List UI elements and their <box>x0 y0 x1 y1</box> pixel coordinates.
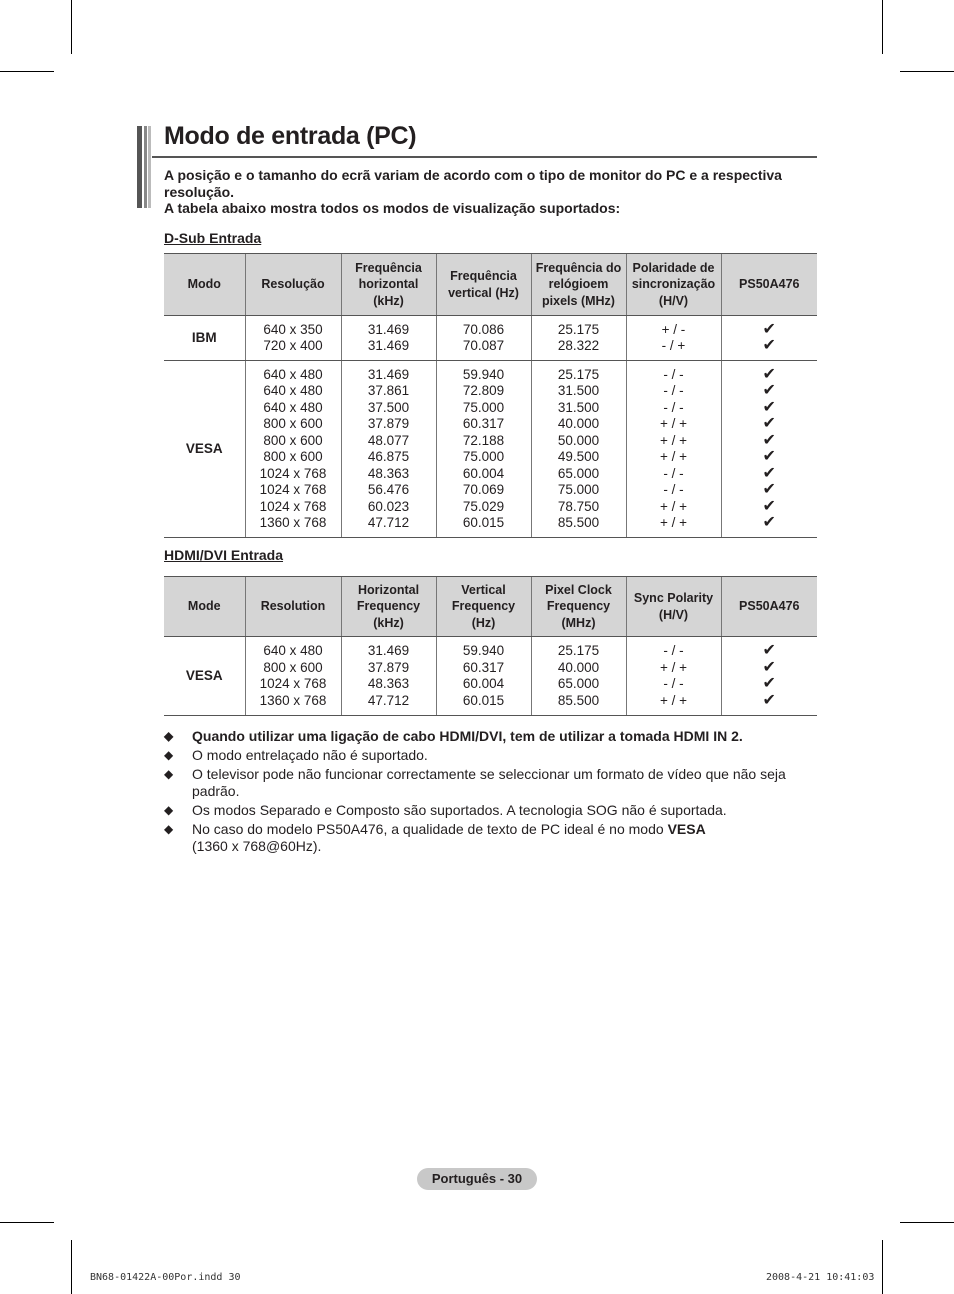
vfreq-value: 60.015 <box>462 692 505 708</box>
checkmark-icon: ✔ <box>762 382 776 399</box>
column-header: PS50A476 <box>721 254 817 316</box>
note-text: Os modos Separado e Composto são suportados. A tecnologia SOG não é suportada. <box>192 802 727 818</box>
resolution-value: 800 x 600 <box>263 659 323 675</box>
vfreq-value: 60.317 <box>462 416 505 431</box>
column-header: PS50A476 <box>721 577 817 637</box>
mode-cell: VESA <box>164 637 245 716</box>
checkmark-icon: ✔ <box>762 497 776 515</box>
page-number-badge: Português - 30 <box>417 1168 537 1190</box>
resolution-value: 1360 x 768 <box>259 692 327 708</box>
resolution-value: 1024 x 768 <box>259 498 327 514</box>
print-slug-right: 2008-4-21 10:41:03 <box>766 1272 875 1283</box>
hfreq-value: 31.469 <box>367 366 410 382</box>
column-header: Frequência do relógioem pixels (MHz) <box>531 254 626 316</box>
column-header: Resolution <box>245 577 341 637</box>
checkmark-icon: ✔ <box>762 415 776 432</box>
hfreq-value: 60.023 <box>367 498 410 514</box>
polarity-value: + / + <box>659 659 688 675</box>
column-header: Mode <box>164 577 245 637</box>
vfreq-value: 60.004 <box>462 465 505 481</box>
pixclk-cell <box>531 637 626 716</box>
pixclk-value: 28.322 <box>557 338 600 353</box>
polarity-value: - / - <box>663 366 684 382</box>
mode-cell: VESA <box>164 361 245 538</box>
column-header: Frequência vertical (Hz) <box>436 254 531 316</box>
resolution-value: 800 x 600 <box>263 449 323 464</box>
note-item <box>164 821 819 855</box>
polarity-cell <box>626 637 721 716</box>
resolution-value: 640 x 480 <box>263 366 323 382</box>
supported-cell <box>721 361 817 538</box>
pixclk-cell <box>531 361 626 538</box>
vfreq-value: 75.000 <box>462 399 505 415</box>
diamond-bullet-icon: ◆ <box>164 767 174 781</box>
vfreq-value: 60.015 <box>462 515 505 530</box>
diamond-bullet-icon: ◆ <box>164 822 174 836</box>
polarity-value: - / + <box>661 338 686 353</box>
polarity-value: + / + <box>659 449 688 464</box>
crop-mark <box>900 71 954 72</box>
checkmark-icon: ✔ <box>762 675 776 692</box>
resolution-value: 640 x 480 <box>263 643 323 658</box>
vfreq-cell <box>436 316 531 361</box>
vfreq-cell <box>436 361 531 538</box>
diamond-bullet-icon: ◆ <box>164 729 174 743</box>
table-row <box>164 637 817 716</box>
hfreq-value: 48.077 <box>367 432 410 448</box>
polarity-value: - / - <box>663 383 684 398</box>
supported-cell <box>721 316 817 361</box>
resolution-cell <box>245 361 341 538</box>
vfreq-value: 60.317 <box>462 659 505 675</box>
crop-mark <box>0 1222 54 1223</box>
note-item <box>164 802 819 819</box>
hfreq-value: 48.363 <box>367 676 410 691</box>
note-text-bold: VESA <box>667 821 706 837</box>
crop-mark <box>0 71 54 72</box>
table-row <box>164 316 817 361</box>
pixclk-value: 31.500 <box>557 383 600 398</box>
note-text: (1360 x 768@60Hz). <box>192 838 322 854</box>
resolution-value: 1360 x 768 <box>259 515 327 530</box>
diamond-bullet-icon: ◆ <box>164 803 174 817</box>
vfreq-value: 75.000 <box>462 449 505 464</box>
vfreq-value: 59.940 <box>462 643 505 658</box>
dsub-section-label: D-Sub Entrada <box>164 230 262 246</box>
column-header: Polaridade de sincronização (H/V) <box>626 254 721 316</box>
vfreq-value: 60.004 <box>462 676 505 691</box>
hfreq-cell <box>341 637 436 716</box>
column-header: Sync Polarity (H/V) <box>626 577 721 637</box>
hfreq-value: 31.469 <box>367 321 410 337</box>
hfreq-value: 47.712 <box>367 692 410 708</box>
hfreq-value: 31.469 <box>367 643 410 658</box>
pixclk-value: 31.500 <box>557 399 600 415</box>
note-item <box>164 766 819 800</box>
polarity-cell <box>626 316 721 361</box>
diamond-bullet-icon: ◆ <box>164 748 174 762</box>
checkmark-icon: ✔ <box>762 448 776 465</box>
checkmark-icon: ✔ <box>762 337 776 354</box>
dsub-mode-table <box>164 253 817 538</box>
note-text: O modo entrelaçado não é suportado. <box>192 747 428 763</box>
column-header: Horizontal Frequency (kHz) <box>341 577 436 637</box>
vfreq-value: 75.029 <box>462 498 505 514</box>
column-header: Pixel Clock Frequency (MHz) <box>531 577 626 637</box>
note-text: No caso do modelo PS50A476, a qualidade de texto de PC ideal é no modo <box>192 821 668 837</box>
pixclk-value: 85.500 <box>557 692 600 708</box>
note-text: Quando utilizar uma ligação de cabo HDMI/DVI, tem de utilizar a tomada HDMI IN 2. <box>192 728 743 744</box>
pixclk-value: 78.750 <box>557 498 600 514</box>
resolution-value: 720 x 400 <box>263 338 323 353</box>
resolution-value: 800 x 600 <box>263 416 323 431</box>
table-header-row <box>164 577 817 637</box>
intro-text <box>164 167 814 217</box>
notes-list <box>164 728 819 857</box>
polarity-value: + / + <box>659 692 688 708</box>
polarity-value: + / + <box>659 432 688 448</box>
table-header-row <box>164 254 817 316</box>
resolution-value: 1024 x 768 <box>259 676 327 691</box>
checkmark-icon: ✔ <box>762 658 776 676</box>
resolution-value: 640 x 480 <box>263 399 323 415</box>
mode-cell: IBM <box>164 316 245 361</box>
resolution-value: 640 x 350 <box>263 321 323 337</box>
checkmark-icon: ✔ <box>762 320 776 338</box>
vfreq-value: 59.940 <box>462 366 505 382</box>
column-header: Vertical Frequency (Hz) <box>436 577 531 637</box>
column-header: Resolução <box>245 254 341 316</box>
column-header: Frequência horizontal (kHz) <box>341 254 436 316</box>
resolution-value: 640 x 480 <box>263 383 323 398</box>
pixclk-value: 65.000 <box>557 676 600 691</box>
hfreq-value: 37.879 <box>367 416 410 431</box>
crop-mark <box>900 1222 954 1223</box>
polarity-value: + / + <box>659 498 688 514</box>
note-item <box>164 728 819 745</box>
hfreq-cell <box>341 316 436 361</box>
hfreq-value: 37.500 <box>367 399 410 415</box>
polarity-value: - / - <box>663 465 684 481</box>
checkmark-icon: ✔ <box>762 365 776 383</box>
supported-cell <box>721 637 817 716</box>
polarity-value: + / + <box>659 416 688 431</box>
checkmark-icon: ✔ <box>762 514 776 531</box>
column-header: Modo <box>164 254 245 316</box>
crop-mark <box>882 0 883 54</box>
vfreq-cell <box>436 637 531 716</box>
polarity-cell <box>626 361 721 538</box>
resolution-cell <box>245 316 341 361</box>
table-row <box>164 361 817 538</box>
hfreq-cell <box>341 361 436 538</box>
note-text: O televisor pode não funcionar correctamente se seleccionar um formato de vídeo que não seja padrão. <box>192 766 786 799</box>
pixclk-value: 65.000 <box>557 465 600 481</box>
resolution-value: 1024 x 768 <box>259 465 327 481</box>
checkmark-icon: ✔ <box>762 691 776 709</box>
pixclk-value: 50.000 <box>557 432 600 448</box>
pixclk-value: 25.175 <box>557 321 600 337</box>
hfreq-value: 48.363 <box>367 465 410 481</box>
vfreq-value: 70.086 <box>462 321 505 337</box>
pixclk-value: 25.175 <box>557 366 600 382</box>
resolution-value: 800 x 600 <box>263 432 323 448</box>
resolution-cell <box>245 637 341 716</box>
hfreq-value: 37.861 <box>367 383 410 398</box>
vfreq-value: 72.809 <box>462 383 505 398</box>
pixclk-value: 40.000 <box>557 659 600 675</box>
pixclk-value: 25.175 <box>557 643 600 658</box>
hdmi-section-label: HDMI/DVI Entrada <box>164 547 284 563</box>
hdmi-mode-table <box>164 576 817 716</box>
crop-mark <box>882 1240 883 1294</box>
polarity-value: - / - <box>663 643 684 658</box>
hfreq-value: 46.875 <box>367 449 410 464</box>
vfreq-value: 70.069 <box>462 482 505 497</box>
polarity-value: - / - <box>663 482 684 497</box>
vfreq-value: 72.188 <box>462 432 505 448</box>
polarity-value: - / - <box>663 399 684 415</box>
title-rule <box>152 156 817 158</box>
crop-mark <box>71 1240 72 1294</box>
checkmark-icon: ✔ <box>762 464 776 482</box>
crop-mark <box>71 0 72 54</box>
checkmark-icon: ✔ <box>762 431 776 449</box>
hfreq-value: 47.712 <box>367 515 410 530</box>
note-item <box>164 747 819 764</box>
intro-line: A tabela abaixo mostra todos os modos de visualização suportados: <box>164 200 621 216</box>
pixclk-value: 75.000 <box>557 482 600 497</box>
checkmark-icon: ✔ <box>762 398 776 416</box>
checkmark-icon: ✔ <box>762 481 776 498</box>
hfreq-value: 37.879 <box>367 659 410 675</box>
checkmark-icon: ✔ <box>762 642 776 659</box>
resolution-value: 1024 x 768 <box>259 482 327 497</box>
print-slug-left: BN68-01422A-00Por.indd 30 <box>90 1272 241 1283</box>
pixclk-cell <box>531 316 626 361</box>
polarity-value: + / + <box>659 515 688 530</box>
pixclk-value: 40.000 <box>557 416 600 431</box>
pixclk-value: 49.500 <box>557 449 600 464</box>
vfreq-value: 70.087 <box>462 338 505 353</box>
page-title: Modo de entrada (PC) <box>164 122 417 150</box>
hfreq-value: 56.476 <box>367 482 410 497</box>
polarity-value: - / - <box>663 676 684 691</box>
pixclk-value: 85.500 <box>557 515 600 530</box>
intro-line: A posição e o tamanho do ecrã variam de acordo com o tipo de monitor do PC e a respectiva resolução. <box>164 167 782 200</box>
hfreq-value: 31.469 <box>367 338 410 353</box>
polarity-value: + / - <box>661 321 686 337</box>
